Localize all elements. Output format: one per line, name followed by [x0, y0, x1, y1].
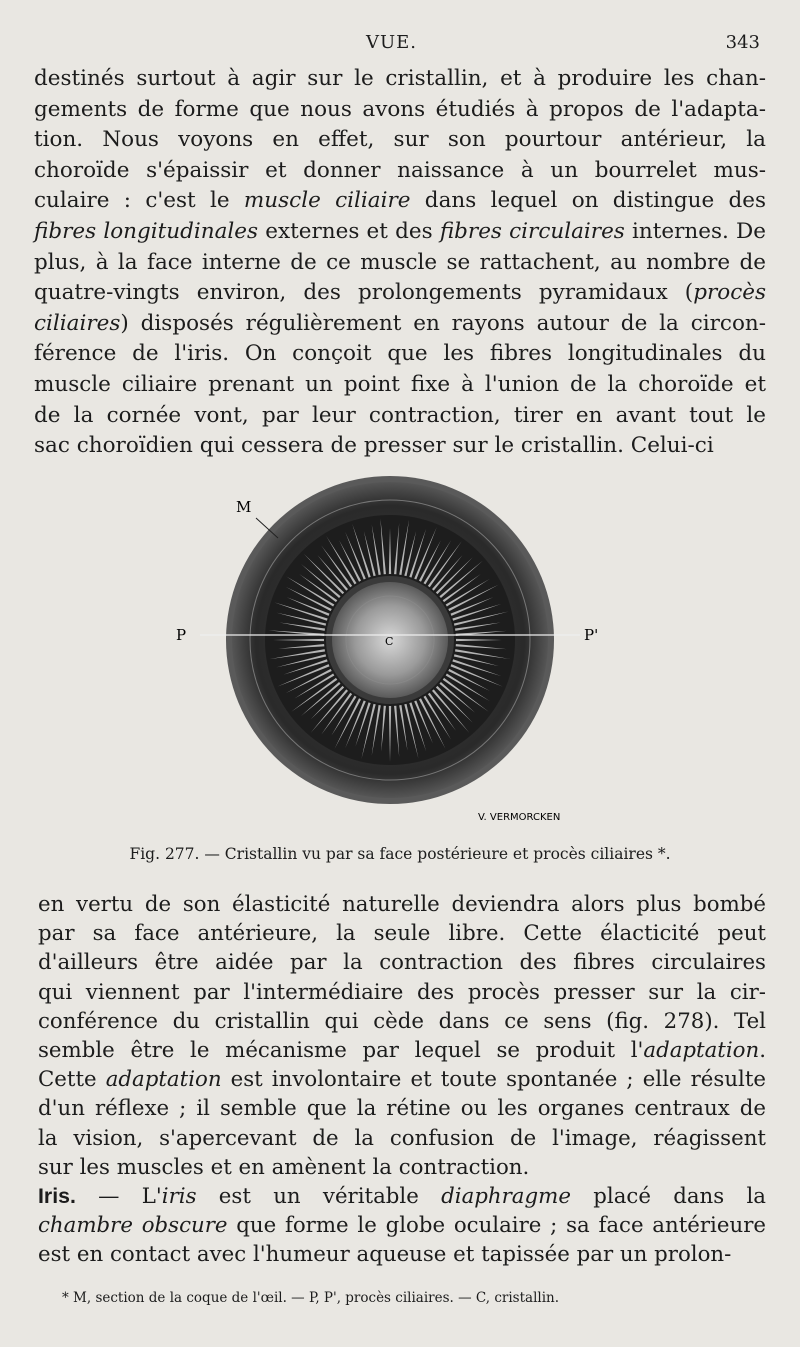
text-line: la vision, s'apercevant de la confusion de l'image, réagissent: [38, 1125, 766, 1151]
text-line: Iris. — L'iris est un véritable diaphragme placé dans la: [38, 1184, 766, 1210]
text-line: ciliaires) disposés régulièrement en rayons autour de la circon-: [34, 310, 766, 336]
text-line: chambre obscure que forme le globe oculaire ; sa face antérieure: [38, 1213, 766, 1239]
text-line: est en contact avec l'humeur aqueuse et tapissée par un prolon-: [38, 1242, 732, 1268]
figure-277: [160, 470, 640, 830]
text-line: tion. Nous voyons en effet, sur son pourtour antérieur, la: [34, 127, 766, 153]
lens-illustration: [160, 470, 640, 830]
text-line: en vertu de son élasticité naturelle deviendra alors plus bombé: [38, 892, 766, 917]
paragraph-1: [34, 64, 766, 462]
text-line: fibres longitudinales externes et des fibres circulaires internes. De: [34, 218, 766, 244]
text-line: muscle ciliaire prenant un point fixe à l'union de la choroïde et: [34, 371, 766, 397]
text-line: férence de l'iris. On conçoit que les fibres longitudinales du: [34, 341, 766, 367]
page-number: 343: [725, 32, 760, 53]
text-line: choroïde s'épaissir et donner naissance à un bourrelet mus-: [34, 157, 766, 183]
engraver-signature: V. VERMORCKEN: [478, 812, 561, 823]
text-line: conférence du cristallin qui cède dans ce sens (fig. 278). Tel: [38, 1008, 766, 1034]
text-line: Cette adaptation est involontaire et toute spontanée ; elle résulte: [38, 1067, 767, 1093]
label-m: M: [236, 498, 252, 516]
footnote: * M, section de la coque de l'œil. — P, P', procès ciliaires. — C, cristallin.: [62, 1290, 560, 1306]
text-line: culaire : c'est le muscle ciliaire dans lequel on distingue des: [34, 188, 767, 214]
text-line: quatre-vingts environ, des prolongements pyramidaux (procès: [34, 280, 766, 306]
figure-caption: Fig. 277. — Cristallin vu par sa face postérieure et procès ciliaires *.: [129, 845, 671, 863]
text-line: sac choroïdien qui cessera de presser sur le cristallin. Celui-ci: [34, 433, 714, 459]
text-line: semble être le mécanisme par lequel se produit l'adaptation.: [38, 1038, 766, 1064]
text-line: destinés surtout à agir sur le cristallin, et à produire les chan-: [34, 66, 766, 91]
text-line: d'ailleurs être aidée par la contraction des fibres circulaires: [38, 950, 766, 976]
text-line: plus, à la face interne de ce muscle se rattachent, au nombre de: [34, 249, 766, 275]
text-line: de la cornée vont, par leur contraction, tirer en avant tout le: [34, 402, 766, 428]
text-line: sur les muscles et en amènent la contraction.: [38, 1154, 530, 1180]
text-line: d'un réflexe ; il semble que la rétine ou les organes centraux de: [38, 1096, 766, 1122]
running-header: [0, 30, 800, 58]
running-title: VUE.: [366, 32, 418, 53]
label-p: P: [176, 626, 187, 644]
text-line: qui viennent par l'intermédiaire des procès presser sur la cir-: [38, 979, 766, 1005]
text-line: par sa face antérieure, la seule libre. Cette élacticité peut: [38, 921, 766, 947]
text-line: gements de forme que nous avons étudiés à propos de l'adapta-: [34, 96, 766, 122]
label-c: C: [385, 635, 394, 648]
label-p-prime: P': [584, 626, 599, 644]
paragraph-2: [38, 890, 766, 1270]
